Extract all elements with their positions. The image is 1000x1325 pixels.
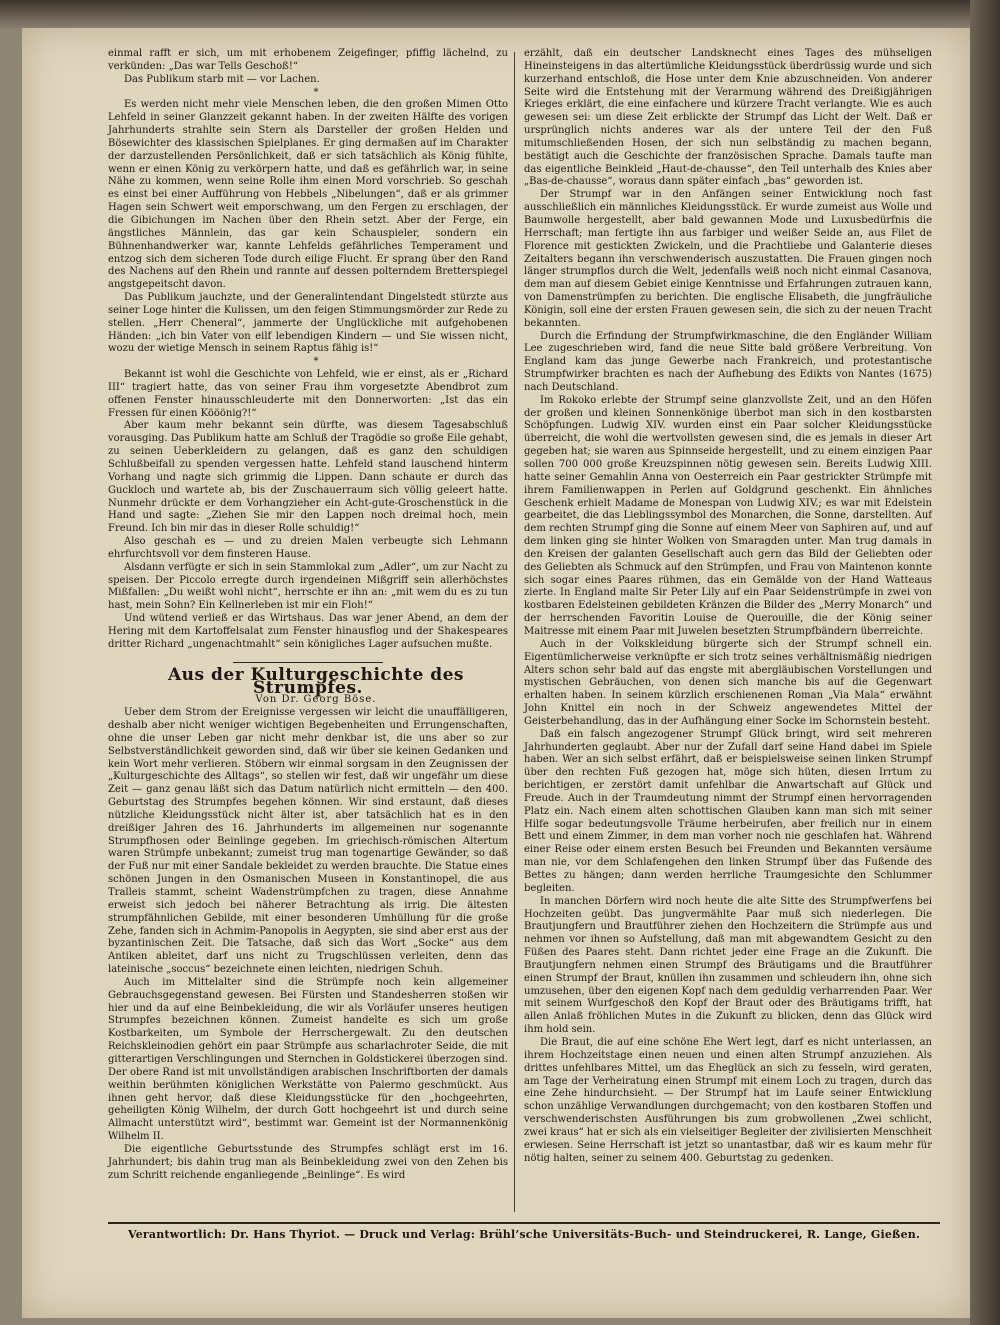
paragraph: Das Publikum starb mit — vor Lachen. bbox=[124, 73, 320, 85]
left-column bbox=[108, 48, 508, 1182]
paragraph: Bekannt ist wohl die Geschichte von Lehfeld, wie er einst, als er „Richard III“ tragiert hatte, das von seiner Frau ihm vorgesetzte Abendbrot zum offenen Fenster hinausschleuderte mit den Donnerworten: „Ist das ein Fressen für einen Kööönig?!“ bbox=[108, 369, 508, 419]
scan-top-edge bbox=[0, 0, 1000, 30]
right-column bbox=[524, 48, 932, 1165]
paragraph: Und wütend verließ er das Wirtshaus. Das war jener Abend, an dem der Hering mit dem Kartoffelsalat zum Fenster hinausflog und der Shakespeares dritter Richard „ungenachtmahlt“ sein königliches Lager aufsuchen mußte. bbox=[108, 613, 508, 650]
scan-right-edge bbox=[970, 0, 1000, 1325]
paragraph: Durch die Erfindung der Strumpfwirkmaschine, die den Engländer William Lee zugeschrieben wird, fand die neue Sitte bald größere Verbreitung. Von England kam das junge Gewerbe nach Frankreich, und protestantische Strumpfwirker brachten es nach der Aufhebung des Edikts von Nantes (1675) nach Deutschland. bbox=[524, 330, 932, 393]
section-rule bbox=[233, 662, 383, 663]
paragraph: einmal rafft er sich, um mit erhobenem Zeigefinger, pfiffig lächelnd, zu verkünden: „Das war Tells Geschoß!“ bbox=[108, 48, 508, 72]
section-star: * bbox=[313, 356, 319, 368]
paragraph: Daß ein falsch angezogener Strumpf Glück bringt, wird seit mehreren Jahrhunderten geglaubt. Aber nur der Zufall darf seine Hand dabei im Spiele haben. Wer an sich selbst erfährt, daß er beispielsweise seinen linken Strumpf über den rechten Fuß gezogen hat, möge sich hüten, diesen Irrtum zu berichtigen, er zerstört damit unfehlbar die Anwartschaft auf Glück und Freude. Auch in der Traumdeutung nimmt der Strumpf einen hervorragenden Platz ein. Nach einem alten schottischen Glauben kann man sich mit seiner Hilfe sogar bedeutungsvolle Träume herbeirufen, aber freilich nur in einem Bett und einem Zimmer, in dem man vorher noch nie geschlafen hat. Während einer Reise oder einem ersten Besuch bei Freunden und Bekannten versäume man nie, vor dem Schlafengehen den linken Strumpf über das Fußende des Bettes zu hängen; dann werden herrliche Traumgesichte den Schlummer begleiten. bbox=[524, 728, 932, 894]
article-title: Aus der Kulturgeschichte des Strumpfes. bbox=[167, 664, 465, 698]
column-divider bbox=[514, 52, 515, 1212]
paragraph: Es werden nicht mehr viele Menschen leben, die den großen Mimen Otto Lehfeld in seiner Glanzzeit gekannt haben. In der zweiten Hälfte des vorigen Jahrhunderts strahlte sein Stern als Darsteller der großen Helden und Bösewichter des klassischen Spielplanes. Er ging dermaßen auf im Charakter der darzustellenden Persönlichkeit, daß er sich tatsächlich als König fühlte, wenn er einen König zu verkörpern hatte, und daß es gefährlich war, in seine Nähe zu kommen, wenn seine Rolle ihm einen Mord vorschrieb. So geschah es einst bei einer Aufführung von Hebbels „Nibelungen“, daß er als grimmer Hagen sein Schwert weit emporschwang, um den Fergen zu erschlagen, der die Gibichungen im Nachen über den Rhein setzt. Aber der Ferge, ein ängstliches Männlein, das gar kein Schauspieler, sondern ein Bühnenhandwerker war, kannte Lehfelds gefährliches Temperament und entzog sich dem sicheren Tode durch eilige Flucht. Er sprang über den Rand des Nachens auf den Rhein und rannte auf dessen polterndem Bretterspiegel angstgepeitscht davon. bbox=[108, 99, 508, 291]
paragraph: Die eigentliche Geburtsstunde des Strumpfes schlägt erst im 16. Jahrhundert; bis dahin trug man als Beinbekleidung zwei von den Zehen bis zum Schritt reichende enganliegende „Beinlinge“. Es wird bbox=[108, 1143, 508, 1181]
paragraph: Im Rokoko erlebte der Strumpf seine glanzvollste Zeit, und an den Höfen der großen und kleinen Sonnenkönige überbot man sich in den kostbarsten Schöpfungen. Ludwig XIV. wurden einst ein Paar solcher Kleidungsstücke überreicht, die wohl die wertvollsten gewesen sind, die es jemals in dieser Art gegeben hat; sie waren aus Spinnseide hergestellt, und zu einem einzigen Paar sollen 700 000 große Kreuzspinnen nötig gewesen sein. Bereits Ludwig XIII. hatte seiner Gemahlin Anna von Oesterreich ein Paar gestrickter Strümpfe mit ihrem Familienwappen in Perlen auf Goldgrund geschenkt. Ein ähnliches Geschenk erhielt Madame de Monespan von Ludwig XIV.; es war mit Edelstein gearbeitet, die das Lieblingssymbol des Monarchen, die Sonne, darstellten. Auf dem rechten Strumpf ging die Sonne auf einem Meer von Saphiren auf, und auf dem linken ging sie hinter Wolken von Smaragden unter. Man trug damals in den Kreisen der galanten Gesellschaft auch gern das Bild der Geliebten oder des Geliebten als Schmuck auf den Strümpfen, und Frau von Maintenon konnte sich sogar eines Paares rühmen, das ein Gemälde von der Hand Watteaus zierte. In England malte Sir Peter Lily auf ein Paar Seidenstrümpfe in zwei von kostbaren Edelsteinen gebildeten Kränzen die Bilder des „Merry Monarch“ und der herrschenden Favoritin Louise de Querouille, die der König seiner Maitresse mit einem Paar mit Juwelen besetzten Strumpfbändern überreichte. bbox=[524, 394, 932, 637]
section-star: * bbox=[313, 86, 319, 98]
imprint-line: Verantwortlich: Dr. Hans Thyriot. — Druck und Verlag: Brühl’sche Universitäts-Buch- und Steindruckerei, R. Lange, Gießen. bbox=[127, 1228, 921, 1241]
article-byline: Von Dr. Georg Böse. bbox=[255, 694, 377, 706]
paragraph: Das Publikum jauchzte, und der Generalintendant Dingelstedt stürzte aus seiner Loge hinter die Kulissen, um den feigen Stimmungsmörder zur Rede zu stellen. „Herr Cheneral“, jammerte der Unglückliche mit aufgehobenen Händen: „ich bin Vater von eilf lebendigen Kindern — und Sie wissen nicht, wozu der wietige Mensch in seinem Raptus fähig is!“ bbox=[108, 292, 508, 355]
paragraph: Die Braut, die auf eine schöne Ehe Wert legt, darf es nicht unterlassen, an ihrem Hochzeitstage einen neuen und einen alten Strumpf anzuziehen. Als drittes unfehlbares Mittel, um das Eheglück an sich zu fesseln, wird geraten, am Tage der Verheiratung einen Strumpf mit einem Loch zu tragen, durch das eine Zehe hindurchsieht. — Der Strumpf hat im Laufe seiner Entwicklung schon unzählige Verwandlungen durchgemacht; von den kostbaren Stoffen und verschwenderischsten Ausführungen bis zum grobwollenen „Zwei schlicht, zwei kraus“ hat er sich als ein vielseitiger Begleiter der zivilisierten Menschheit erwiesen. Seine Herrschaft ist jetzt so unantastbar, daß wir es kaum mehr für nötig halten, seiner zu seinem 400. Geburtstag zu gedenken. bbox=[524, 1036, 932, 1164]
paragraph: In manchen Dörfern wird noch heute die alte Sitte des Strumpfwerfens bei Hochzeiten geübt. Das jungvermählte Paar muß sich niederlegen. Die Brautjungfern und Brautführer ziehen den Hochzeitern die Strümpfe aus und nehmen vor ihnen so Aufstellung, daß man mit abgewandtem Gesicht zu den Füßen des Paares steht. Dann richtet jeder eine Frage an die Zukunft. Die Brautjungfern nehmen einen Strumpf des Bräutigams und die Brautführer einen Strumpf der Braut, knüllen ihn zusammen und schleudern ihn, ohne sich umzusehen, über den eigenen Kopf nach dem geduldig verharrenden Paar. Wer mit seinem Wurfgeschoß den Kopf der Braut oder des Bräutigams trifft, hat allen Anlaß fröhlichen Mutes in die Zukunft zu blicken, denn das Glück wird ihm hold sein. bbox=[524, 895, 932, 1036]
paragraph: Alsdann verfügte er sich in sein Stammlokal zum „Adler“, um zur Nacht zu speisen. Der Piccolo erregte durch irgendeinen Mißgriff sein allerhöchstes Mißfallen: „Du weißt wohl nicht“, herrschte er ihn an: „mit wem du es zu tun hast, mein Sohn? Ein Kellnerleben ist mir ein Floh!“ bbox=[108, 561, 508, 612]
paragraph: Ueber dem Strom der Ereignisse vergessen wir leicht die unauffälligeren, deshalb aber nicht weniger wichtigen Begebenheiten und Errungenschaften, ohne die unser Leben gar nicht mehr denkbar ist, die uns aber so zur Selbstverständlichkeit geworden sind, daß wir über sie keinen Gedanken und kein Wort mehr verlieren. Stöbern wir einmal sorgsam in den Zeugnissen der „Kulturgeschichte des Alltags“, so stellen wir fest, daß wir ungefähr um diese Zeit — ganz genau läßt sich das Datum natürlich nicht ermitteln — den 400. Geburtstag des Strumpfes begehen können. Wir sind erstaunt, daß dieses nützliche Kleidungsstück nicht älter ist, aber tatsächlich hat es in den dreißiger Jahren des 16. Jahrhunderts im allgemeinen nur sogenannte Strumpfhosen oder Beinlinge gegeben. Im griechisch-römischen Altertum waren Strümpfe unbekannt; zumeist trug man togenartige Gewänder, so daß der Fuß nur mit einer Sandale bekleidet zu werden brauchte. Die Statue eines schönen Jungen in den Osmanischen Museen in Konstantinopel, die aus Tralleis stammt, scheint Wadenstrümpfchen zu tragen, diese Annahme erweist sich jedoch bei näherer Betrachtung als irrig. Die ältesten strumpfähnlichen Gebilde, mit einer besonderen Umhüllung für die große Zehe, fanden sich in Achmim-Panopolis in Aegypten, sie sind aber erst aus der byzantinischen Zeit. Die Tatsache, daß sich das Wort „Socke“ aus dem Antiken ableitet, darf uns nicht zu Trugschlüssen verleiten, denn das lateinische „soccus“ bezeichnete einen leichten, niedrigen Schuh. bbox=[108, 707, 508, 976]
paragraph: Also geschah es — und zu dreien Malen verbeugte sich Lehmann ehrfurchtsvoll vor dem finsteren Hause. bbox=[108, 536, 508, 560]
paragraph: Aber kaum mehr bekannt sein dürfte, was diesem Tagesabschluß vorausging. Das Publikum hatte am Schluß der Tragödie so große Eile gehabt, zu seinen Ueberkleidern zu gelangen, daß es ganz den schuldigen Schlußbeifall zu spenden vergessen hatte. Lehfeld stand lauschend hinterm Vorhang und nagte sich grimmig die Lippen. Dann schaute er durch das Guckloch und wartete ab, bis der Zuschauerraum sich völlig geleert hatte. Nunmehr drückte er dem Vorhangzieher ein Acht-gute-Groschenstück in die Hand und sagte: „Ziehen Sie mir den Lappen noch dreimal hoch, mein Freund. Ich bin mir das in dieser Rolle schuldig!“ bbox=[108, 420, 508, 535]
paragraph: Der Strumpf war in den Anfängen seiner Entwicklung noch fast ausschließlich ein männliches Kleidungsstück. Er wurde zumeist aus Wolle und Baumwolle hergestellt, aber bald gewannen Mode und Luxusbedürfnis die Herrschaft; man fertigte ihn aus farbiger und weißer Seide an, aus Filet de Florence mit gestickten Zwickeln, und die Prachtliebe und Galanterie dieses Zeitalters begann ihn verschwenderisch auszustatten. Die Frauen gingen noch länger strumpflos durch die Welt, jedenfalls weiß noch nicht einmal Casanova, dem man auf diesem Gebiet einige Kenntnisse und Erfahrungen zutrauen kann, von Damenstrümpfen zu berichten. Die englische Elisabeth, die jungfräuliche Königin, soll eine der ersten Frauen gewesen sein, die sich zu der neuen Tracht bekannten. bbox=[524, 189, 932, 329]
paragraph: Auch im Mittelalter sind die Strümpfe noch kein allgemeiner Gebrauchsgegenstand gewesen. Bei Fürsten und Standesherren stoßen wir hier und da auf eine Beinbekleidung, die wir als Vorläufer unseres heutigen Strumpfes bezeichnen können. Zumeist handelte es sich um große Kostbarkeiten, um Symbole der Herrschergewalt. Zu den deutschen Reichskleinodien gehört ein paar Strümpfe aus scharlachroter Seide, die mit gitterartigen Verschlingungen und Sternchen in Goldstickerei überzogen sind. Der obere Rand ist mit unvollständigen arabischen Inschriftborten der damals weithin berühmten königlichen Werkstätte von Palermo geschmückt. Aus ihnen geht hervor, daß diese Kleidungsstücke für den „hochgeehrten, geheiligten König Wilhelm, der durch Gott hochgeehrt ist und durch seine Allmacht unterstützt wird“, bestimmt war. Gemeint ist der Normannenkönig Wilhelm II. bbox=[108, 976, 508, 1143]
paragraph: Auch in der Volkskleidung bürgerte sich der Strumpf schnell ein. Eigentümlicherweise verknüpfte er sich trotz seines verhältnismäßig niedrigen Alters schon sehr bald auf das engste mit abergläubischen Vorstellungen und mystischen Gebräuchen, von denen sich manche bis auf die Gegenwart erhalten haben. In seinem kürzlich erschienenen Roman „Via Mala“ erwähnt John Knittel ein noch in der Schweiz angewendetes Mittel der Geisterbehandlung, das in der Aufhängung einer Socke im Schornstein besteht. bbox=[524, 638, 932, 727]
imprint-rule bbox=[108, 1222, 940, 1224]
paragraph: erzählt, daß ein deutscher Landsknecht eines Tages des mühseligen Hineinsteigens in das altertümliche Kleidungsstück überdrüssig wurde und sich kurzerhand entschloß, die Hose unter dem Knie abzuschneiden. Von anderer Seite wird die Entstehung mit der Verarmung während des Dreißigjährigen Krieges erklärt, die eine einfachere und kürzere Tracht verlangte. Wie es auch gewesen sei: um diese Zeit erblickte der Strumpf das Licht der Welt. Daß er ursprünglich nichts anderes war als der untere Teil der den Fuß mitumschließenden Hosen, der sich nun selbständig zu machen begann, bestätigt auch die Geschichte der französischen Sprache. Damals taufte man das eigentliche Beinkleid „Haut-de-chausse“, den Teil unterhalb des Knies aber „Bas-de-chausse“, woraus dann später einfach „bas“ geworden ist. bbox=[524, 48, 932, 188]
